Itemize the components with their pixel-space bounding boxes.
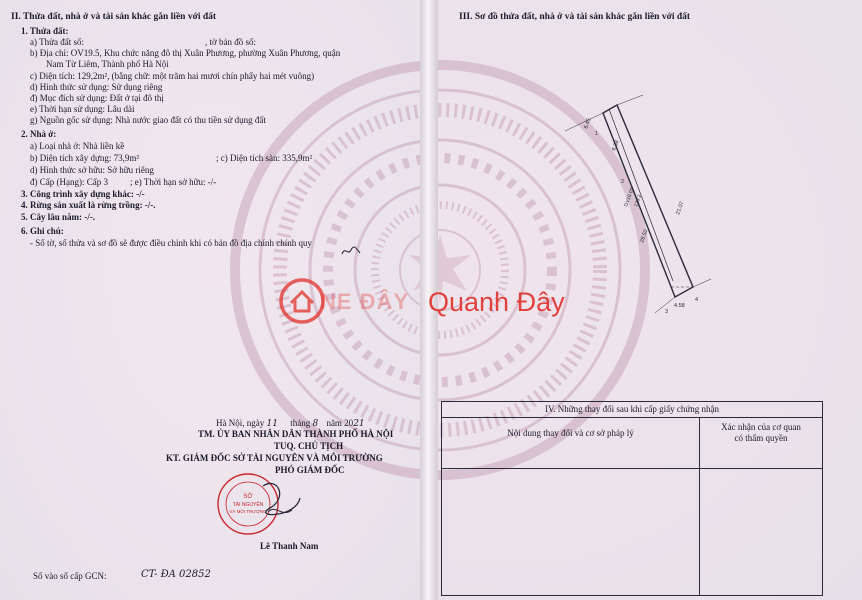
plot-vertex-2: 2 — [621, 179, 625, 185]
changes-table-title: IV. Những thay đổi sau khi cấp giấy chứng nhận — [442, 402, 823, 418]
svg-text:TÀI NGUYÊN: TÀI NGUYÊN — [232, 502, 264, 508]
changes-content-cell — [442, 469, 700, 596]
plot-dim-long: 28.50 — [639, 228, 650, 244]
house-floor-area: ; c) Diện tích sàn: 335,9m² — [216, 153, 313, 163]
land-parcel-number: a) Thửa đất số: — [30, 37, 84, 47]
perennial-trees: 5. Cây lâu năm: -/-. — [21, 212, 95, 222]
section-3-title: III. Sơ đồ thửa đất, nhà ở và tài sản khác gắn liền với đất — [459, 12, 691, 22]
signing-authority: TM. ỦY BAN NHÂN DÂN THÀNH PHỐ HÀ NỘI — [198, 429, 394, 439]
land-usage-origin: g) Nguồn gốc sử dụng: Nhà nước giao đất có thu tiền sử dụng đất — [30, 115, 266, 125]
land-address: b) Địa chỉ: OV19.5, Khu chức năng đô thị Xuân Phương, phường Xuân Phương, quận — [30, 48, 341, 58]
changes-approval-cell — [700, 469, 823, 596]
land-usage-term: e) Thời hạn sử dụng: Lâu dài — [30, 104, 135, 114]
plot-dim-bottom: 4.58 — [674, 303, 685, 309]
section-2-title: II. Thửa đất, nhà ở và tài sản khác gắn liền với đất — [11, 12, 217, 22]
house-type: a) Loại nhà ở: Nhà liền kề — [30, 141, 125, 151]
house-ownership-term: ; e) Thời hạn sở hữu: -/- — [130, 177, 217, 187]
land-plot-diagram — [525, 65, 725, 325]
land-heading: 1. Thửa đất: — [21, 26, 69, 36]
svg-text:VÀ MÔI TRƯỜNG: VÀ MÔI TRƯỜNG — [229, 509, 267, 514]
other-construction: 3. Công trình xây dựng khác: -/- — [21, 189, 145, 199]
svg-text:SỞ: SỞ — [243, 494, 253, 500]
house-heading: 2. Nhà ở: — [21, 129, 57, 139]
land-usage-purpose: đ) Mục đích sử dụng: Đất ở tại đô thị — [30, 93, 164, 103]
land-map-sheet: , tờ bản đồ số: — [205, 37, 257, 47]
changes-table — [441, 401, 823, 596]
notes-text: - Số tờ, số thửa và sơ đồ sẽ được điều chỉnh khi có bản đồ địa chính chính quy — [30, 238, 312, 248]
land-area: c) Diện tích: 129,2m², (bằng chữ: một trăm hai mươi chín phẩy hai mét vuông) — [30, 71, 315, 81]
gcn-registry-label: Số vào sổ cấp GCN: — [33, 571, 107, 581]
house-build-area: b) Diện tích xây dựng: 73,9m² — [30, 153, 140, 163]
signing-date: Hà Nội, ngày 11 tháng 8 năm 2021 — [216, 418, 365, 429]
plot-dim-top: 6.45 — [583, 117, 593, 130]
house-ownership: d) Hình thức sở hữu: Sở hữu riêng — [30, 165, 154, 175]
plot-vertex-1: 1 — [595, 131, 599, 137]
plot-vertex-4: 4 — [695, 297, 699, 303]
home-logo-icon — [278, 277, 326, 325]
plot-dim-right: 21.07 — [675, 200, 686, 216]
notes-heading: 6. Ghi chú: — [21, 226, 64, 236]
planted-forest: 4. Rừng sản xuất là rừng trồng: -/-. — [21, 200, 156, 210]
changes-col-approval: Xác nhận của cơ quan có thẩm quyền — [700, 418, 823, 469]
land-usage-form: d) Hình thức sử dụng: Sử dụng riêng — [30, 82, 163, 92]
signing-authority-3: KT. GIÁM ĐỐC SỞ TÀI NGUYÊN VÀ MÔI TRƯỜNG — [166, 453, 383, 463]
official-red-stamp — [208, 468, 304, 538]
changes-col-content: Nội dung thay đổi và cơ sở pháp lý — [442, 418, 700, 469]
gcn-registry-number: CT- ĐA 02852 — [141, 569, 211, 580]
plot-id: OV19.03 — [623, 187, 636, 208]
signing-authority-2: TUQ. CHỦ TỊCH — [274, 441, 344, 451]
signer-name: Lê Thanh Nam — [260, 541, 319, 551]
watermark-logo-text: NE ĐÂY — [320, 289, 410, 314]
plot-vertex-3: 3 — [665, 309, 669, 315]
plot-area: 129.2 — [633, 193, 644, 208]
note-initial-signature — [340, 244, 362, 258]
watermark-brand: Quanh Đây — [428, 287, 565, 317]
land-address-line2: Nam Từ Liêm, Thành phố Hà Nội — [46, 59, 169, 69]
plot-dim-left: 6.38 — [611, 139, 621, 152]
signing-title: PHÓ GIÁM ĐỐC — [275, 465, 345, 475]
house-grade: đ) Cấp (Hạng): Cấp 3 — [30, 177, 108, 187]
